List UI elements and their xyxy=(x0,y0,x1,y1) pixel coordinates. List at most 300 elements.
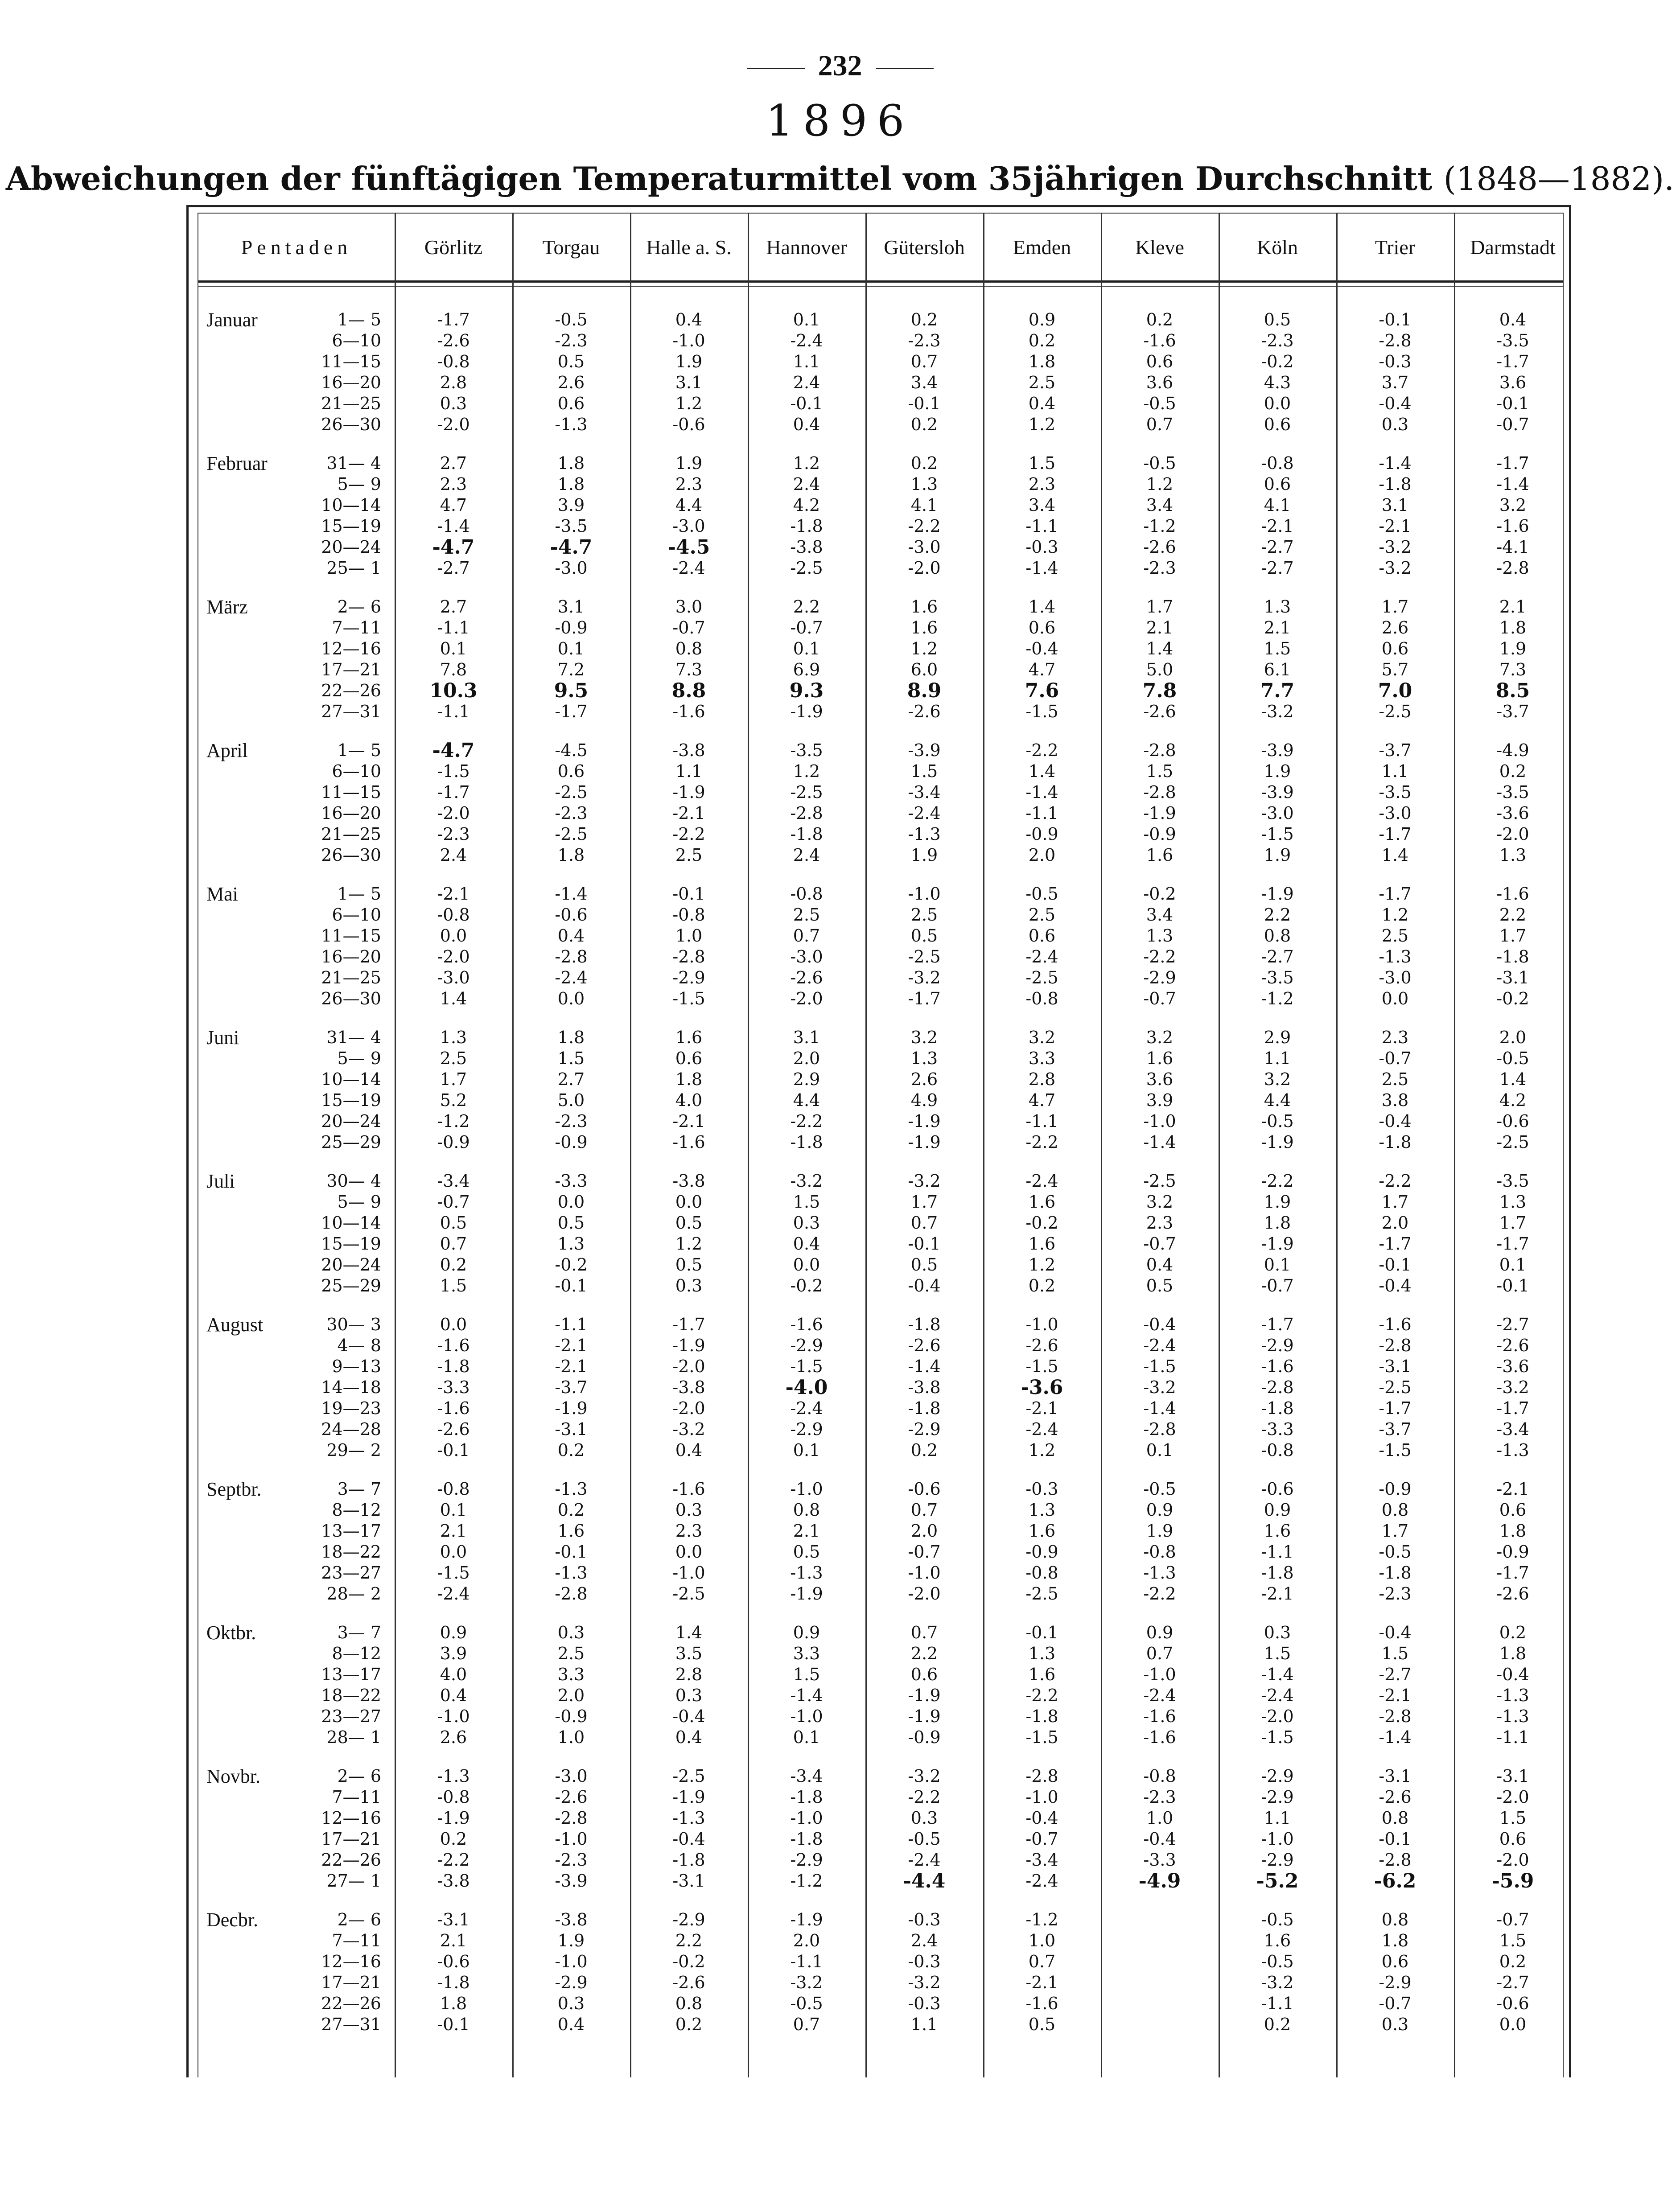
table-cell: 0.7 xyxy=(793,2015,820,2034)
table-cell: 1.4 xyxy=(1028,597,1056,617)
table-cell: -3.1 xyxy=(437,1910,470,1929)
table-cell: -2.8 xyxy=(1143,782,1176,802)
table-cell: -1.5 xyxy=(437,761,470,781)
table-cell: -0.7 xyxy=(1143,989,1176,1008)
table-cell: 4.7 xyxy=(1028,660,1056,679)
table-cell: 0.5 xyxy=(910,926,938,946)
table-cell: 1.6 xyxy=(1028,1192,1056,1212)
table-cell: -3.5 xyxy=(790,740,823,760)
table-cell: -4.5 xyxy=(667,536,710,559)
table-cell: 0.0 xyxy=(1381,989,1409,1008)
table-cell: 1.6 xyxy=(675,1028,703,1047)
table-cell: -1.7 xyxy=(1379,1234,1412,1254)
table-cell: -1.4 xyxy=(1143,1132,1176,1152)
pentad-label: 16—20 xyxy=(321,947,381,966)
table-cell: 3.2 xyxy=(1146,1028,1174,1047)
table-cell: -3.2 xyxy=(1496,1378,1529,1397)
pentad-label: 8—12 xyxy=(332,1644,381,1663)
table-cell: -3.3 xyxy=(1261,1419,1294,1439)
table-cell: -4.9 xyxy=(1496,740,1529,760)
table-cell: -4.7 xyxy=(432,536,475,559)
table-cell: 1.3 xyxy=(1028,1500,1056,1520)
table-cell: -1.0 xyxy=(908,884,941,904)
table-cell: 2.9 xyxy=(793,1069,820,1089)
table-cell: -1.3 xyxy=(1496,1440,1529,1460)
table-cell: 0.1 xyxy=(793,1727,820,1747)
table-cell: -2.8 xyxy=(555,947,588,966)
table-cell: 8.9 xyxy=(907,679,942,702)
table-cell: 2.0 xyxy=(557,1686,585,1705)
column-rule xyxy=(865,214,867,2077)
table-cell: 1.6 xyxy=(1264,1521,1291,1541)
pentad-label: 9—13 xyxy=(332,1357,381,1376)
table-cell: -3.6 xyxy=(1021,1376,1063,1399)
table-cell: 0.6 xyxy=(1381,639,1409,658)
pentad-label: 1— 5 xyxy=(337,310,381,329)
table-cell: -2.5 xyxy=(672,1584,705,1604)
table-cell: 1.1 xyxy=(910,2015,938,2034)
table-cell: 0.2 xyxy=(1028,331,1056,350)
table-cell: 0.1 xyxy=(793,1440,820,1460)
table-cell: -2.0 xyxy=(437,947,470,966)
table-cell: 0.4 xyxy=(557,2015,585,2034)
table-cell: -1.5 xyxy=(1143,1357,1176,1376)
table-cell: -1.9 xyxy=(1261,884,1294,904)
table-cell: 0.2 xyxy=(1264,2015,1291,2034)
table-cell: 3.1 xyxy=(675,373,703,392)
table-cell: -1.8 xyxy=(437,1357,470,1376)
table-cell: 0.6 xyxy=(1146,352,1174,371)
table-cell: -2.5 xyxy=(1379,702,1412,721)
table-cell: -0.6 xyxy=(437,1952,470,1971)
table-cell: -1.5 xyxy=(1025,1357,1058,1376)
table-cell: -2.9 xyxy=(790,1336,823,1355)
table-cell: -3.8 xyxy=(555,1910,588,1929)
table-cell: -2.7 xyxy=(1379,1665,1412,1684)
pentad-label: 23—27 xyxy=(321,1707,381,1726)
table-cell: -2.1 xyxy=(1025,1973,1058,1992)
table-cell: -0.9 xyxy=(1025,824,1058,844)
table-cell: 3.3 xyxy=(793,1644,820,1663)
table-cell: -0.8 xyxy=(437,905,470,925)
pentad-label: 1— 5 xyxy=(337,884,381,904)
table-cell: -3.3 xyxy=(437,1378,470,1397)
column-rule xyxy=(1219,214,1220,2077)
table-cell: 3.0 xyxy=(675,597,703,617)
table-cell: -2.3 xyxy=(1379,1584,1412,1604)
table-cell: 1.7 xyxy=(1381,597,1409,617)
pentad-label: 5— 9 xyxy=(337,1192,381,1212)
table-cell: -1.0 xyxy=(1143,1665,1176,1684)
table-cell: 5.7 xyxy=(1381,660,1409,679)
table-cell: 1.2 xyxy=(1381,905,1409,925)
table-cell: 3.5 xyxy=(675,1644,703,1663)
table-cell: 2.6 xyxy=(910,1069,938,1089)
table-cell: 2.3 xyxy=(675,1521,703,1541)
table-cell: 1.9 xyxy=(557,1931,585,1950)
table-cell: 0.4 xyxy=(440,1686,467,1705)
table-cell: -1.8 xyxy=(1496,947,1529,966)
table-cell: 2.6 xyxy=(1381,618,1409,637)
table-cell: -0.5 xyxy=(1261,1952,1294,1971)
table-cell: -2.4 xyxy=(1143,1336,1176,1355)
table-cell: -1.6 xyxy=(1143,1727,1176,1747)
table-cell: -0.4 xyxy=(1143,1315,1176,1334)
table-cell: -1.3 xyxy=(1496,1707,1529,1726)
table-cell: -3.0 xyxy=(555,558,588,578)
header-station: Köln xyxy=(1257,235,1298,259)
table-cell: -1.9 xyxy=(908,1707,941,1726)
table-cell: -1.9 xyxy=(790,1910,823,1929)
table-cell: 2.0 xyxy=(1381,1213,1409,1233)
table-cell: -1.0 xyxy=(790,1707,823,1726)
table-cell: 1.6 xyxy=(557,1521,585,1541)
table-cell: -2.1 xyxy=(555,1336,588,1355)
table-cell: -3.0 xyxy=(908,537,941,557)
table-cell: -0.2 xyxy=(1143,884,1176,904)
pentad-label: 10—14 xyxy=(321,1213,381,1233)
table-cell: -1.9 xyxy=(908,1686,941,1705)
table-cell: -4.4 xyxy=(903,1870,946,1892)
table-cell: -0.7 xyxy=(1143,1234,1176,1254)
table-cell: 3.6 xyxy=(1146,1069,1174,1089)
table-cell: -3.4 xyxy=(1496,1419,1529,1439)
pentad-label: 16—20 xyxy=(321,803,381,823)
table-cell: -1.7 xyxy=(437,310,470,329)
table-cell: -1.4 xyxy=(1261,1665,1294,1684)
table-cell: -2.2 xyxy=(1025,740,1058,760)
pentad-label: 25—29 xyxy=(321,1132,381,1152)
table-cell: -1.2 xyxy=(790,1871,823,1891)
table-cell: 2.1 xyxy=(1264,618,1291,637)
table-cell: 0.0 xyxy=(440,1542,467,1562)
table-cell: -3.5 xyxy=(1496,331,1529,350)
table-cell: -0.1 xyxy=(555,1276,588,1295)
table-cell: 4.7 xyxy=(440,495,467,515)
table-cell: -1.5 xyxy=(1025,1727,1058,1747)
table-cell: -1.2 xyxy=(1025,1910,1058,1929)
table-cell: 1.5 xyxy=(557,1049,585,1068)
month-label: Decbr. xyxy=(206,1909,259,1931)
table-cell: -0.2 xyxy=(790,1276,823,1295)
table-cell: -0.1 xyxy=(908,1234,941,1254)
table-cell: 0.8 xyxy=(1381,1808,1409,1828)
table-cell: -0.4 xyxy=(1379,1276,1412,1295)
table-cell: -1.4 xyxy=(1496,474,1529,494)
table-cell: -1.8 xyxy=(790,1787,823,1807)
table-cell: -1.6 xyxy=(1496,884,1529,904)
pentad-label: 18—22 xyxy=(321,1686,381,1705)
table-cell: 1.7 xyxy=(910,1192,938,1212)
table-cell: -1.7 xyxy=(908,989,941,1008)
table-cell: -1.7 xyxy=(437,782,470,802)
table-cell: -0.9 xyxy=(908,1727,941,1747)
table-cell: 4.0 xyxy=(440,1665,467,1684)
table-cell: 1.6 xyxy=(910,618,938,637)
table-cell: 0.2 xyxy=(675,2015,703,2034)
table-cell: 0.6 xyxy=(557,761,585,781)
table-cell: -0.7 xyxy=(1379,1049,1412,1068)
table-cell: -4.5 xyxy=(555,740,588,760)
table-cell: -2.2 xyxy=(908,1787,941,1807)
table-cell: 0.4 xyxy=(793,415,820,434)
table-cell: 1.4 xyxy=(440,989,467,1008)
table-cell: 0.6 xyxy=(1028,926,1056,946)
table-cell: -2.6 xyxy=(437,331,470,350)
table-cell: 1.7 xyxy=(440,1069,467,1089)
table-cell: -0.5 xyxy=(1143,1479,1176,1499)
table-cell: -0.8 xyxy=(1261,453,1294,473)
table-cell: -3.5 xyxy=(1496,782,1529,802)
table-cell: 1.8 xyxy=(1499,1644,1527,1663)
pentad-label: 17—21 xyxy=(321,660,381,679)
table-cell: 1.8 xyxy=(1499,1521,1527,1541)
table-cell: -2.9 xyxy=(1143,968,1176,987)
table-cell: 0.2 xyxy=(440,1829,467,1849)
month-label: Novbr. xyxy=(206,1765,260,1787)
pentad-label: 27— 1 xyxy=(326,1871,381,1891)
table-cell: -3.9 xyxy=(1261,782,1294,802)
table-cell: 0.9 xyxy=(1146,1500,1174,1520)
table-cell: 2.4 xyxy=(793,845,820,865)
table-cell: -3.2 xyxy=(908,968,941,987)
table-cell: 4.0 xyxy=(675,1090,703,1110)
table-cell: 2.5 xyxy=(440,1049,467,1068)
table-cell: 0.0 xyxy=(1499,2015,1527,2034)
table-cell: -2.8 xyxy=(1379,331,1412,350)
table-cell: 1.6 xyxy=(1028,1665,1056,1684)
pentad-label: 16—20 xyxy=(321,373,381,392)
table-cell: -3.4 xyxy=(1025,1850,1058,1870)
table-cell: 1.3 xyxy=(557,1234,585,1254)
table-cell: -0.5 xyxy=(1143,394,1176,413)
table-cell: 0.7 xyxy=(910,352,938,371)
table-cell: 1.5 xyxy=(910,761,938,781)
table-cell: -0.1 xyxy=(790,394,823,413)
table-cell: 2.5 xyxy=(1028,373,1056,392)
table-cell: 4.1 xyxy=(1264,495,1291,515)
table-cell: -4.9 xyxy=(1138,1870,1181,1892)
table-cell: -0.8 xyxy=(790,884,823,904)
table-cell: -0.8 xyxy=(1261,1440,1294,1460)
page-number-text: 232 xyxy=(818,49,862,82)
table-cell: 7.0 xyxy=(1378,679,1412,702)
table-cell: -3.3 xyxy=(1143,1850,1176,1870)
table-cell: 3.2 xyxy=(1146,1192,1174,1212)
table-cell: -2.0 xyxy=(908,1584,941,1604)
table-cell: 1.3 xyxy=(1028,1644,1056,1663)
table-cell: 0.8 xyxy=(675,1994,703,2013)
table-cell: 0.3 xyxy=(557,1994,585,2013)
table-cell: -2.0 xyxy=(672,1357,705,1376)
pentad-label: 29— 2 xyxy=(326,1440,381,1460)
table-cell: -2.2 xyxy=(1261,1171,1294,1191)
table-cell: -0.3 xyxy=(1379,352,1412,371)
table-cell: 0.9 xyxy=(1028,310,1056,329)
pentad-label: 26—30 xyxy=(321,845,381,865)
table-cell: 3.1 xyxy=(557,597,585,617)
table-cell: -1.1 xyxy=(1261,1542,1294,1562)
table-cell: 1.2 xyxy=(1028,1440,1056,1460)
table-cell: 1.1 xyxy=(1264,1808,1291,1828)
table-cell: 3.1 xyxy=(1381,495,1409,515)
table-cell: -2.3 xyxy=(1143,558,1176,578)
pentad-label: 28— 1 xyxy=(326,1727,381,1747)
table-cell: 2.7 xyxy=(440,453,467,473)
table-cell: 0.5 xyxy=(910,1255,938,1275)
table-cell: 5.0 xyxy=(557,1090,585,1110)
table-cell: -2.2 xyxy=(790,1111,823,1131)
table-cell: -2.3 xyxy=(555,1111,588,1131)
pentad-label: 17—21 xyxy=(321,1973,381,1992)
table-cell: 2.6 xyxy=(557,373,585,392)
table-cell: -1.4 xyxy=(790,1686,823,1705)
column-rule xyxy=(1454,214,1455,2077)
pentad-label: 22—26 xyxy=(321,681,381,700)
table-cell: 8.8 xyxy=(671,679,706,702)
table-cell: -0.4 xyxy=(1379,1111,1412,1131)
month-label: Mai xyxy=(206,883,238,905)
month-label: April xyxy=(206,740,248,761)
table-cell: 3.1 xyxy=(793,1028,820,1047)
pentad-label: 7—11 xyxy=(332,618,381,637)
table-cell: 1.4 xyxy=(1499,1069,1527,1089)
month-label: Juli xyxy=(206,1170,235,1192)
table-cell: -1.9 xyxy=(555,1398,588,1418)
table-cell: 1.2 xyxy=(675,1234,703,1254)
column-rule xyxy=(983,214,984,2077)
table-cell: -1.5 xyxy=(437,1563,470,1583)
table-cell: -2.7 xyxy=(1261,558,1294,578)
table-cell: -2.9 xyxy=(908,1419,941,1439)
table-cell: 0.9 xyxy=(793,1623,820,1642)
header-station: Gütersloh xyxy=(884,235,965,259)
column-rule xyxy=(395,214,396,2077)
table-cell: 0.0 xyxy=(557,1192,585,1212)
table-cell: -2.5 xyxy=(555,824,588,844)
month-label: August xyxy=(206,1314,264,1336)
table-cell: 0.2 xyxy=(1499,1952,1527,1971)
table-cell: -1.7 xyxy=(1496,453,1529,473)
table-cell: -2.7 xyxy=(1261,947,1294,966)
table-cell: 0.5 xyxy=(675,1213,703,1233)
table-cell: -1.8 xyxy=(1025,1707,1058,1726)
table-cell: -0.8 xyxy=(1025,989,1058,1008)
table-cell: -1.8 xyxy=(437,1973,470,1992)
table-cell: -2.3 xyxy=(908,331,941,350)
table-cell: -3.7 xyxy=(555,1378,588,1397)
table-cell: -1.6 xyxy=(1379,1315,1412,1334)
table-cell: -1.7 xyxy=(1496,352,1529,371)
table-cell: 0.4 xyxy=(675,1727,703,1747)
table-cell: 2.3 xyxy=(1146,1213,1174,1233)
table-cell: 2.1 xyxy=(793,1521,820,1541)
table-cell: 4.3 xyxy=(1264,373,1291,392)
table-cell: -2.1 xyxy=(1261,1584,1294,1604)
column-rule xyxy=(1336,214,1338,2077)
header-station: Trier xyxy=(1375,235,1416,259)
table-cell: -3.9 xyxy=(555,1871,588,1891)
table-cell: -0.4 xyxy=(1379,394,1412,413)
table-cell: -1.4 xyxy=(1025,782,1058,802)
table-cell: -1.1 xyxy=(1025,803,1058,823)
table-cell: -3.1 xyxy=(555,1419,588,1439)
table-cell: -2.2 xyxy=(1025,1686,1058,1705)
table-cell: 3.7 xyxy=(1381,373,1409,392)
table-cell: -2.0 xyxy=(908,558,941,578)
pentad-label: 21—25 xyxy=(321,968,381,987)
table-cell: -3.4 xyxy=(908,782,941,802)
table-cell: -1.5 xyxy=(672,989,705,1008)
table-cell: 0.6 xyxy=(1264,415,1291,434)
table-cell: 1.0 xyxy=(1146,1808,1174,1828)
table-cell: -1.3 xyxy=(908,824,941,844)
page-title xyxy=(0,160,1680,197)
table-cell: -3.2 xyxy=(1143,1378,1176,1397)
table-cell: -2.8 xyxy=(1025,1766,1058,1786)
table-cell: -2.5 xyxy=(790,558,823,578)
table-cell: -0.1 xyxy=(555,1542,588,1562)
table-cell: -2.1 xyxy=(1025,1398,1058,1418)
table-cell: -3.2 xyxy=(1379,537,1412,557)
table-cell: 1.7 xyxy=(1499,1213,1527,1233)
header-station: Emden xyxy=(1013,235,1071,259)
table-cell: 2.1 xyxy=(1146,618,1174,637)
pentad-label: 3— 7 xyxy=(337,1479,381,1499)
table-cell: -2.0 xyxy=(1261,1707,1294,1726)
table-cell: 0.2 xyxy=(910,310,938,329)
table-cell: -3.5 xyxy=(1261,968,1294,987)
table-cell: -3.6 xyxy=(1496,1357,1529,1376)
table-cell: -2.1 xyxy=(1261,516,1294,536)
table-cell: -1.6 xyxy=(672,1132,705,1152)
table-cell: 0.6 xyxy=(1499,1829,1527,1849)
table-cell: 2.1 xyxy=(1499,597,1527,617)
table-cell: -2.6 xyxy=(908,702,941,721)
table-cell: -0.1 xyxy=(1025,1623,1058,1642)
table-cell: -3.8 xyxy=(790,537,823,557)
table-cell: -3.8 xyxy=(672,1378,705,1397)
table-cell: -1.7 xyxy=(1379,1398,1412,1418)
table-cell: -3.0 xyxy=(555,1766,588,1786)
pentad-label: 17—21 xyxy=(321,1829,381,1849)
table-cell: 1.7 xyxy=(1499,926,1527,946)
table-cell: 2.2 xyxy=(675,1931,703,1950)
table-cell: -3.4 xyxy=(790,1766,823,1786)
table-cell: -1.1 xyxy=(1025,1111,1058,1131)
table-cell: -3.1 xyxy=(1496,1766,1529,1786)
pentad-label: 8—12 xyxy=(332,1500,381,1520)
table-cell: 0.1 xyxy=(793,310,820,329)
table-cell: 0.4 xyxy=(1028,394,1056,413)
table-cell: -0.9 xyxy=(555,1132,588,1152)
table-cell: -1.6 xyxy=(437,1336,470,1355)
table-cell: -1.2 xyxy=(1261,989,1294,1008)
table-cell: -5.2 xyxy=(1256,1870,1299,1892)
table-cell: -2.9 xyxy=(1261,1850,1294,1870)
table-cell: 1.1 xyxy=(1381,761,1409,781)
table-cell: 1.1 xyxy=(1264,1049,1291,1068)
pentad-label: 21—25 xyxy=(321,394,381,413)
table-cell: 0.8 xyxy=(793,1500,820,1520)
table-cell: -2.0 xyxy=(790,989,823,1008)
pentad-label: 15—19 xyxy=(321,516,381,536)
pentad-label: 6—10 xyxy=(332,761,381,781)
pentad-label: 22—26 xyxy=(321,1994,381,2013)
table-cell: -2.4 xyxy=(908,803,941,823)
table-cell: -5.9 xyxy=(1491,1870,1534,1892)
table-cell: 3.2 xyxy=(1028,1028,1056,1047)
